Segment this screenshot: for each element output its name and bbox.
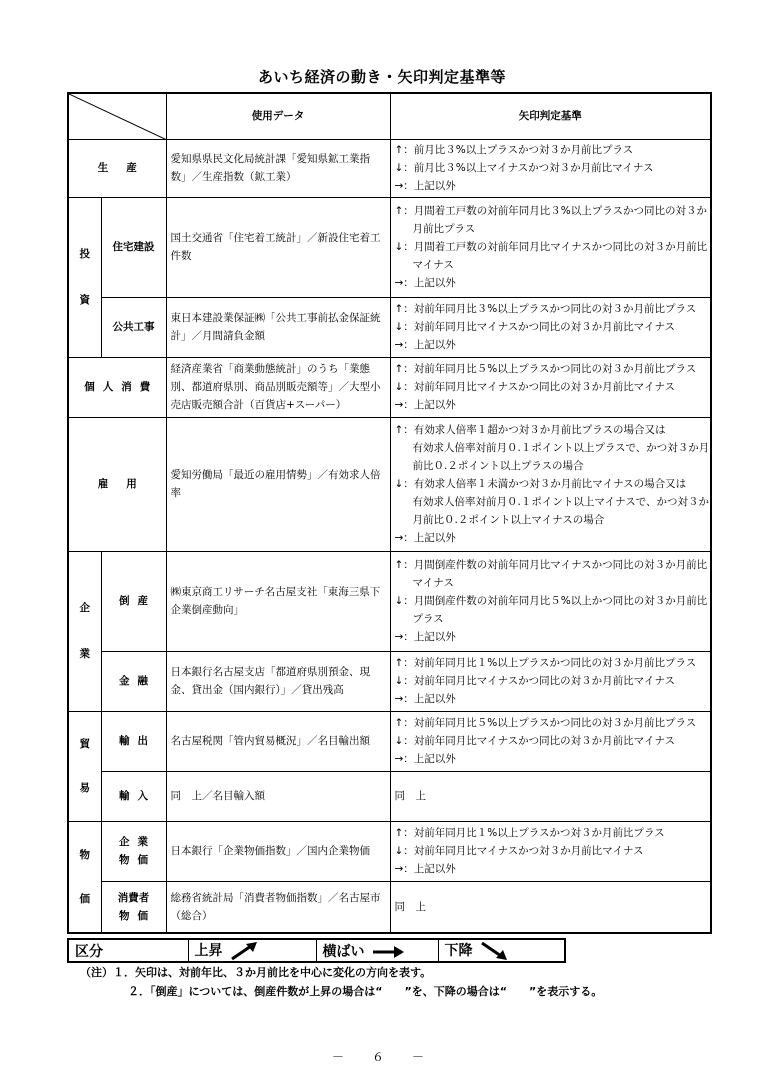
- subcategory-public-works: 公共工事: [101, 297, 166, 357]
- arrow-right-icon: [371, 945, 405, 959]
- criteria-cell: 同 上: [390, 881, 711, 933]
- subcategory-corporate-prices: 企業 物価: [101, 821, 166, 881]
- criteria-cell: ↑：対前年同月比５%以上プラスかつ同比の対３か月前比プラス ↓：対前年同月比マイナスかつ同比の対３か月前比マイナス →：上記以外: [390, 357, 711, 417]
- table-header-row: [68, 93, 711, 139]
- category-trade: 貿易: [68, 711, 101, 821]
- table-row: [68, 551, 711, 651]
- legend-table: [67, 938, 566, 963]
- subcategory-finance: 金融: [101, 651, 166, 711]
- data-source: 日本銀行「企業物価指数」／国内企業物価: [166, 821, 390, 881]
- legend-flat: 横ばい: [316, 939, 438, 962]
- corner-cell: [68, 93, 166, 139]
- note-2: ２．「倒産」については、倒産件数が上昇の場合は“ ”を、下降の場合は“ ”を表示する。: [128, 985, 603, 998]
- table-row: [68, 139, 711, 197]
- page-number: － ６ －: [331, 1050, 432, 1064]
- table-row: [68, 357, 711, 417]
- criteria-table: [67, 92, 712, 934]
- criteria-cell: ↑：月間倒産件数の対前年同月比マイナスかつ同比の対３か月前比 マイナス ↓：月間倒産件数の対前年同月比５%以上かつ同比の対３か月前比 プラス →：上記以外: [390, 551, 711, 651]
- criteria-cell: ↑：月間着工戸数の対前年同月比３%以上プラスかつ同比の対３か 月前比プラス ↓：月間着工戸数の対前年同月比マイナスかつ同比の対３か月前比 マイナス →：上記以外: [390, 197, 711, 297]
- diagonal-line: [69, 94, 166, 139]
- criteria-cell: ↑：対前年同月比１%以上プラスかつ対３か月前比プラス ↓：対前年同月比マイナスかつ対３か月前比マイナス →：上記以外: [390, 821, 711, 881]
- header-data: 使用データ: [166, 93, 390, 139]
- table-row: [68, 881, 711, 933]
- page-title: あいち経済の動き・矢印判定基準等: [257, 68, 506, 86]
- data-source: 日本銀行名古屋支店「都道府県別預金、現金、貸出金（国内銀行）」／貸出残高: [166, 651, 390, 711]
- table-row: [68, 197, 711, 297]
- criteria-cell: ↑：対前年同月比１%以上プラスかつ同比の対３か月前比プラス ↓：対前年同月比マイナスかつ同比の対３か月前比マイナス →：上記以外: [390, 651, 711, 711]
- subcategory-bankruptcy: 倒産: [101, 551, 166, 651]
- table-row: [68, 821, 711, 881]
- table-row: [68, 711, 711, 771]
- data-source: 名古屋税関「管内貿易概況」／名目輸出額: [166, 711, 390, 771]
- criteria-cell: ↑：前月比３%以上プラスかつ対３か月前比プラス ↓：前月比３%以上マイナスかつ対３か月前比マイナス →：上記以外: [390, 139, 711, 197]
- table-row: [68, 651, 711, 711]
- category-prices: 物価: [68, 821, 101, 933]
- table-row: [68, 297, 711, 357]
- criteria-cell: 同 上: [390, 771, 711, 821]
- subcategory-consumer-prices: 消費者 物価: [101, 881, 166, 933]
- legend-label: 区分: [68, 939, 188, 962]
- category-investment: 投資: [68, 197, 101, 357]
- data-source: 国土交通省「住宅着工統計」／新設住宅着工件数: [166, 197, 390, 297]
- data-source: 東日本建設業保証㈱「公共工事前払金保証統計」／月間請負金額: [166, 297, 390, 357]
- subcategory-import: 輸入: [101, 771, 166, 821]
- legend-up: 上昇: [188, 939, 316, 962]
- data-source: 経済産業省「商業動態統計」のうち「業態別、都道府県別、商品別販売額等」／大型小売店販売額合計（百貨店+スーパー）: [166, 357, 390, 417]
- header-criteria: 矢印判定基準: [390, 93, 711, 139]
- subcategory-housing: 住宅建設: [101, 197, 166, 297]
- criteria-cell: ↑：有効求人倍率１超かつ対３か月前比プラスの場合又は 有効求人倍率対前月０.１ポイント以上プラスで、かつ対３か月 前比０.２ポイント以上プラスの場合 ↓：有効求人倍率１未満かつ対３か月前比マイナスの場合又は 有効求人倍率対前月０.１ポイント以上マイナスで、かつ対３か 月前比０.２ポイント以上マイナスの場合 →：上記以外: [390, 417, 711, 551]
- arrow-down-right-icon: [479, 941, 509, 961]
- note-1: （注）１．矢印は、対前年比、３か月前比を中心に変化の方向を表す。: [80, 966, 432, 979]
- category-production: 生産: [68, 139, 166, 197]
- category-consumption: 個人消費: [68, 357, 166, 417]
- legend-down: 下降: [438, 939, 565, 962]
- table-row: [68, 771, 711, 821]
- table-row: [68, 417, 711, 551]
- data-source: 同 上／名目輸入額: [166, 771, 390, 821]
- category-business: 企業: [68, 551, 101, 711]
- subcategory-export: 輸出: [101, 711, 166, 771]
- criteria-cell: ↑：対前年同月比３%以上プラスかつ同比の対３か月前比プラス ↓：対前年同月比マイナスかつ同比の対３か月前比マイナス →：上記以外: [390, 297, 711, 357]
- notes: [80, 963, 602, 1001]
- data-source: ㈱東京商工リサーチ名古屋支社「東海三県下企業倒産動向」: [166, 551, 390, 651]
- arrow-up-right-icon: [229, 941, 259, 961]
- criteria-cell: ↑：対前年同月比５%以上プラスかつ同比の対３か月前比プラス ↓：対前年同月比マイナスかつ同比の対３か月前比マイナス →：上記以外: [390, 711, 711, 771]
- data-source: 愛知県県民文化局統計課「愛知県鉱工業指数」／生産指数（鉱工業）: [166, 139, 390, 197]
- data-source: 総務省統計局「消費者物価指数」／名古屋市（総合）: [166, 881, 390, 933]
- category-employment: 雇用: [68, 417, 166, 551]
- data-source: 愛知労働局「最近の雇用情勢」／有効求人倍率: [166, 417, 390, 551]
